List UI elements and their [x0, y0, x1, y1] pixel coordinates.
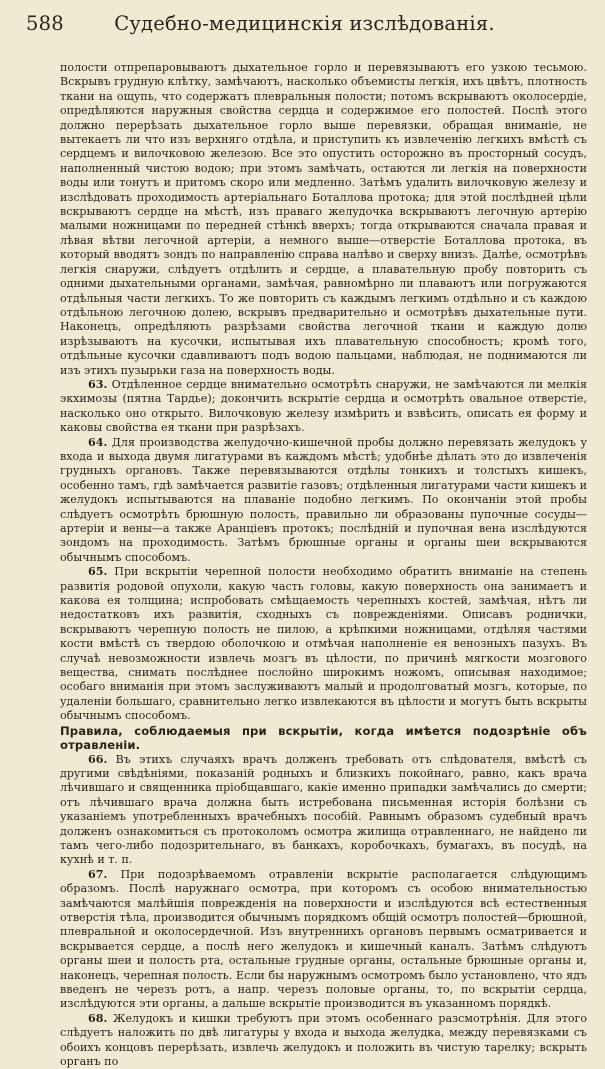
page-number: 588	[26, 12, 64, 35]
paragraph-text: Отдѣленное сердце внимательно осмотрѣть снаружи, не замѣчаются ли мелкія экхимозы (пятна Тардье); докончить вскрытіе сердца и осмотрѣть овальное отверстіе, насколько оно открыто. Вилочковую железу измѣрить и взвѣсить, описать ея форму и каковы свойства ея ткани при разрѣзахъ.	[60, 377, 587, 435]
running-title: Судебно-медицинскія изслѣдованія.	[114, 12, 495, 35]
paragraph-text: При подозрѣваемомъ отравленіи вскрытіе располагается слѣдующимъ образомъ. Послѣ наружнаго осмотра, при которомъ съ особою внимательностью замѣчаются малѣйшія поврежденія на поверхности и изслѣдуются всѣ естественныя отверстія тѣла, производится обычнымъ порядкомъ общій осмотръ полостей—брюшной, плевральной и околосердечной. Изъ внутреннихъ органовъ первымъ осматривается и вскрывается сердце, а послѣ него желудокъ и кишечный каналъ. Затѣмъ слѣдуютъ органы шеи и полость рта, остальные грудные органы, остальные брюшные органы и, наконецъ, черепная полость. Если бы наружнымъ осмотромъ было установлено, что ядъ введенъ не черезъ ротъ, а напр. черезъ половые органы, то, по вскрытіи сердца, изслѣдуются эти органы, а дальше вскрытіе производится въ указанномъ порядкѣ.	[60, 867, 587, 1011]
paragraph-number: 64.	[88, 435, 108, 449]
paragraph-text: Для производства желудочно-кишечной пробы должно перевязать желудокъ у входа и выхода двумя лигатурами въ каждомъ мѣстѣ; удобнѣе дѣлать это до извлеченія грудныхъ органовъ. Также перевязываются отдѣлы тонкихъ и толстыхъ кишекъ, особенно тамъ, гдѣ замѣчается развитіе газовъ; отдѣленныя лигатурами части кишекъ и желудокъ испытываются на плаваніе подобно легкимъ. По окончаніи этой пробы слѣдуетъ осмотрѣть брюшную полость, правильно ли образованы пупочные сосуды—артеріи и вены—а также Аранціевъ протокъ; послѣдній и пупочная вена изслѣдуются зондомъ на проходимость. Затѣмъ брюшные органы и органы шеи вскрываются обычнымъ способомъ.	[60, 435, 587, 564]
paragraph-63	[60, 378, 587, 436]
paragraph-text: Желудокъ и кишки требуютъ при этомъ особеннаго разсмотрѣнія. Для этого слѣдуетъ наложить по двѣ лигатуры у входа и выхода желудка, между перевязками съ обоихъ концовъ перерѣзать, извлечь желудокъ и положить въ чистую тарелку; вскрыть органъ по	[60, 1011, 588, 1069]
paragraph-text: При вскрытіи черепной полости необходимо обратить вниманіе на степень развитія родовой опухоли, какую часть головы, какую поверхность она занимаетъ и какова ея толщина; испробовать смѣщаемость черепныхъ костей, замѣчая, нѣтъ ли недостатковъ ихъ развитія, сходныхъ съ поврежденіями. Описавъ роднички, вскрываютъ черепную полость не пилою, а крѣпкими ножницами, отдѣляя частями кости вмѣстѣ съ твердою оболочкою и отмѣчая наполненіе ея венозныхъ пазухъ. Въ случаѣ невозможности извлечь мозгъ въ цѣлости, по причинѣ мягкости мозгового вещества, снимать послѣднее послойно широкимъ ножомъ, описывая находимое; особаго вниманія при этомъ заслуживаютъ малый и продолговатый мозгъ, которые, по удаленіи большаго, сравнительно легко извлекаются въ цѣлости и могутъ быть вскрыты обычнымъ способомъ.	[60, 565, 587, 723]
paragraph-number: 66.	[88, 752, 108, 766]
paragraph-text: Въ этихъ случаяхъ врачъ долженъ требовать отъ слѣдователя, вмѣстѣ съ другими свѣдѣніями, показаній родныхъ и близкихъ покойнаго, равно, какъ врача лѣчившаго и священника пріобщавшаго, какіе именно припадки замѣчались до смерти; отъ лѣчившаго врача должна быть истребована письменная исторія болѣзни съ указаніемъ употребленныхъ врачебныхъ пособій. Равнымъ образомъ судебный врачъ долженъ ознакомиться съ протоколомъ осмотра жилища отравленнаго, не найдено ли тамъ чего-либо подозрительнаго, въ банкахъ, коробочкахъ, бумагахъ, въ посудѣ, на кухнѣ и т. п.	[60, 752, 587, 867]
page-header	[26, 12, 583, 42]
paragraph-64	[60, 436, 587, 566]
paragraph-number: 65.	[88, 565, 108, 579]
paragraph-65	[60, 565, 587, 723]
paragraph-continuation	[60, 61, 587, 378]
paragraph-number: 67.	[88, 867, 108, 881]
page-body	[60, 61, 588, 1069]
paragraph-67	[60, 868, 587, 1012]
paragraph-number: 68.	[88, 1011, 108, 1025]
paragraph-68	[60, 1012, 587, 1069]
section-heading: Правила, соблюдаемыя при вскрытіи, когда имѣется подозрѣніе объ отравленіи.	[60, 723, 587, 753]
paragraph-number: 63.	[88, 377, 108, 391]
paragraph-text: полости отпрепаровываютъ дыхательное горло и перевязываютъ его узкою тесьмою. Вскрывъ грудную клѣтку, замѣчаютъ, насколько объемисты легкія, ихъ цвѣтъ, плотность ткани на ощупь, что содержатъ плевральныя полости; потомъ вскрываютъ околосердіе, опредѣляются наружныя свойства сердца и содержимое его полостей. Послѣ этого должно перерѣзать дыхательное горло выше перевязки, обращая вниманіе, не вытекаетъ ли что изъ верхняго отдѣла, и приступить къ извлеченію легкихъ вмѣстѣ съ сердцемъ и вилочковою железою. Все это опустить осторожно въ просторный сосудъ, наполненный чистою водою; при этомъ замѣчать, остаются ли легкія на поверхности воды или тонутъ и притомъ скоро или медленно. Затѣмъ удалить вилочковую железу и изслѣдовать проходимость артеріальнаго Боталлова протока; для этой послѣдней цѣли вскрываютъ сердце на мѣстѣ, изъ праваго желудочка вскрываютъ легочную артерію малыми ножницами по передней стѣнкѣ вверхъ; тогда открываются сначала правая и лѣвая вѣтви легочной артеріи, а немного выше—отверстіе Боталлова протока, въ который вводятъ зондъ по направленію справа налѣво и сверху внизъ. Далѣе, осмотрѣвъ легкія снаружи, слѣдуетъ отдѣлить и сердце, а плавательную пробу повторить съ одними дыхательными органами, замѣчая, равномѣрно ли плаваютъ или погружаются отдѣльныя части легкихъ. То же повторить съ каждымъ легкимъ отдѣльно и съ каждою отдѣльною легочною долею, вскрывъ предварительно и осмотрѣвъ дыхательные пути. Наконецъ, опредѣляють разрѣзами свойства легочной ткани и каждую долю изрѣзываютъ на кусочки, испытывая ихъ плавательную способность; кромѣ того, отдѣльные кусочки сдавливаютъ подъ водою пальцами, наблюдая, не поднимаются ли изъ этихъ пузырьки газа на поверхность воды.	[60, 61, 587, 377]
paragraph-66	[60, 753, 587, 868]
